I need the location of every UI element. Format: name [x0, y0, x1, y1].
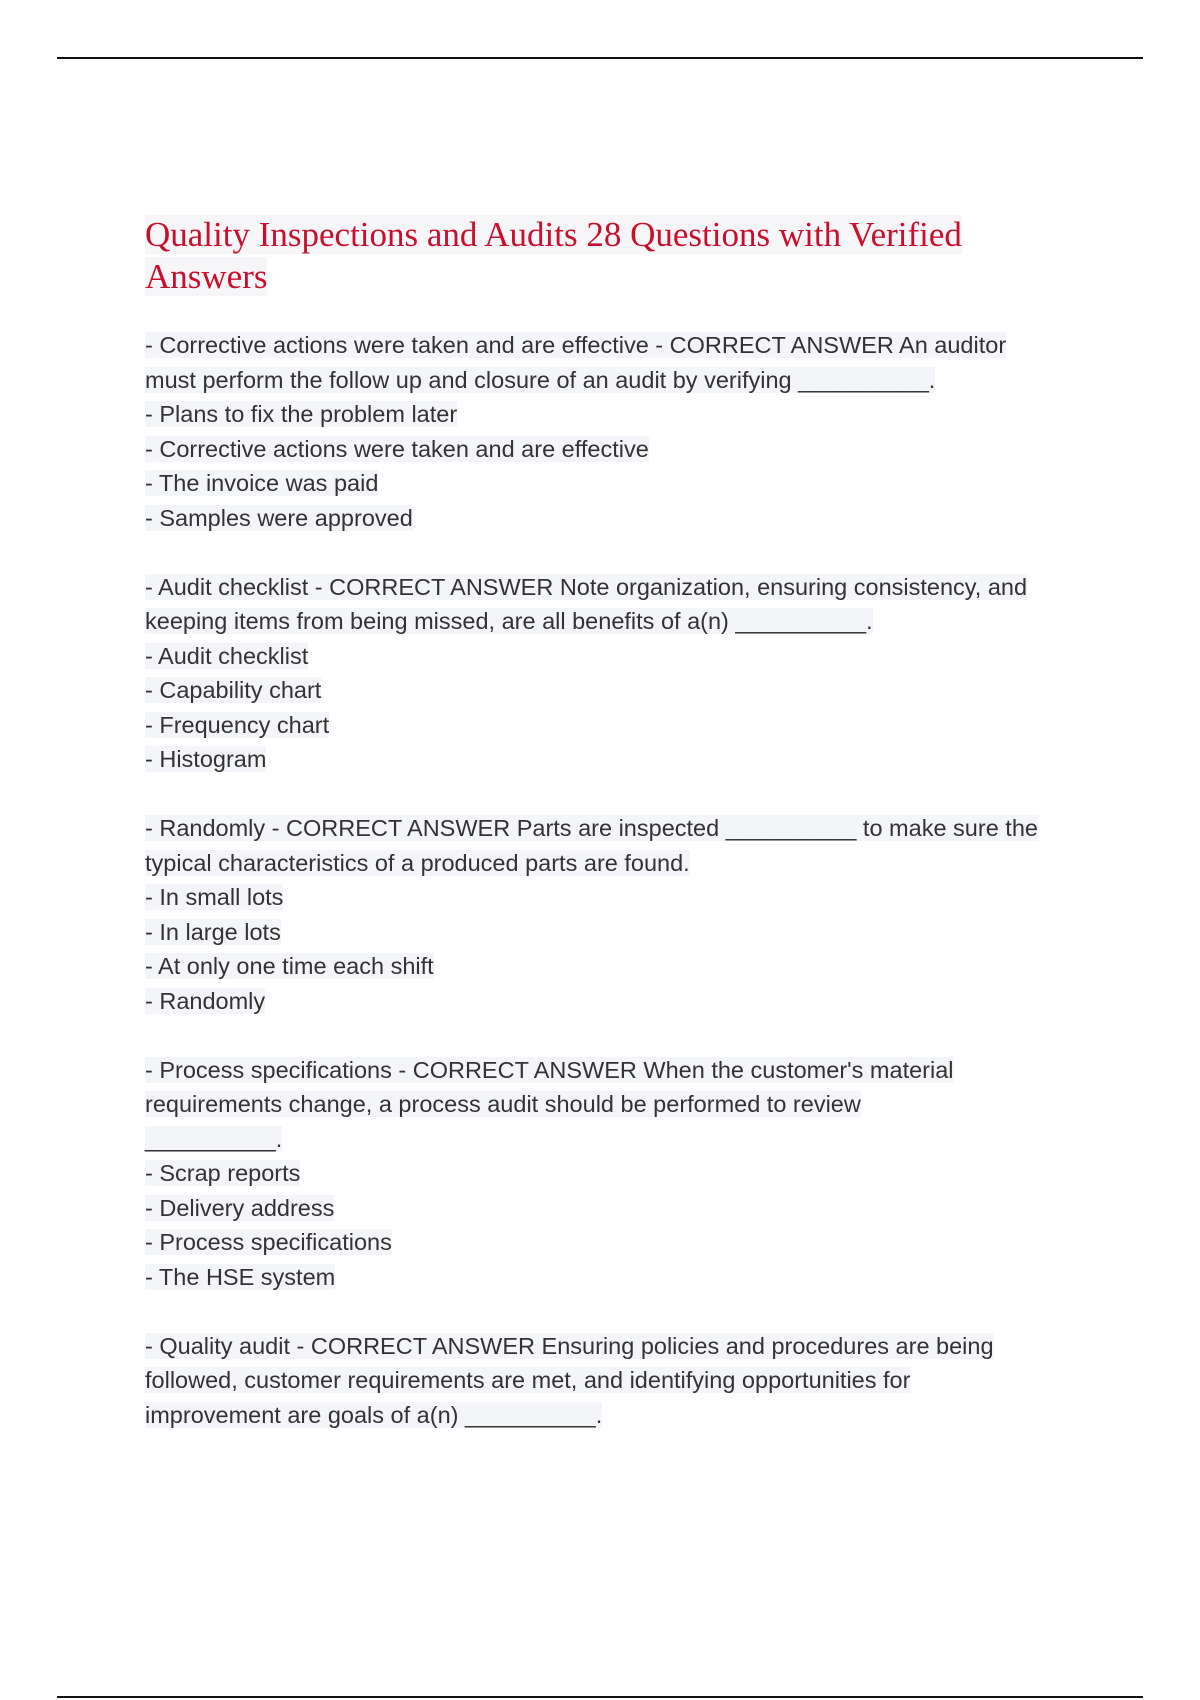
question-line-text: followed, customer requirements are met, and identifying opportunities for [145, 1367, 911, 1393]
question-line [145, 1122, 1095, 1157]
question-line-text: - Randomly - CORRECT ANSWER Parts are inspected __________ to make sure the [145, 815, 1038, 841]
answer-option [145, 915, 1095, 950]
answer-option-text: - Frequency chart [145, 711, 330, 738]
answer-option [145, 639, 1095, 674]
answer-option-text: - In small lots [145, 884, 284, 910]
answer-option-text: - At only one time each shift [145, 953, 434, 979]
question-block [145, 328, 1095, 535]
answer-option-text: - Histogram [145, 746, 267, 772]
answer-option-text: - Scrap reports [145, 1160, 301, 1186]
question-list [145, 328, 1095, 1432]
answer-option-text: - Capability chart [145, 677, 322, 703]
question-line [145, 570, 1095, 605]
answer-option-text: - Corrective actions were taken and are effective [145, 435, 649, 462]
answer-option [145, 1225, 1095, 1260]
answer-option [145, 397, 1095, 432]
question-line-text: typical characteristics of a produced parts are found. [145, 849, 690, 876]
question-line [145, 1329, 1095, 1364]
answer-option-text: - In large lots [145, 918, 281, 945]
question-line-text: - Process specifications - CORRECT ANSWER When the customer's material [145, 1056, 954, 1083]
question-block [145, 570, 1095, 777]
answer-option [145, 1260, 1095, 1295]
question-line-text: must perform the follow up and closure of an audit by verifying __________. [145, 366, 936, 393]
answer-option [145, 501, 1095, 536]
question-block [145, 1053, 1095, 1295]
answer-option-text: - Delivery address [145, 1194, 335, 1221]
question-line-text: - Audit checklist - CORRECT ANSWER Note organization, ensuring consistency, and [145, 573, 1028, 600]
document-body [145, 214, 1095, 1467]
answer-option [145, 466, 1095, 501]
question-line [145, 1398, 1095, 1433]
answer-option [145, 742, 1095, 777]
answer-option [145, 880, 1095, 915]
question-block [145, 1329, 1095, 1433]
answer-option-text: - Randomly [145, 987, 266, 1014]
document-title [145, 214, 1095, 298]
answer-option-text: - The HSE system [145, 1263, 336, 1290]
question-line [145, 1087, 1095, 1122]
question-line [145, 328, 1095, 363]
header-rule [57, 57, 1143, 59]
question-line [145, 1363, 1095, 1398]
question-line [145, 811, 1095, 846]
question-line [145, 1053, 1095, 1088]
footer-rule [57, 1696, 1143, 1698]
answer-option [145, 949, 1095, 984]
answer-option [145, 984, 1095, 1019]
answer-option [145, 1156, 1095, 1191]
question-line-text: requirements change, a process audit should be performed to review [145, 1091, 861, 1117]
answer-option-text: - Samples were approved [145, 504, 413, 531]
question-line-text: improvement are goals of a(n) __________. [145, 1401, 603, 1428]
question-line [145, 363, 1095, 398]
question-line-text: - Corrective actions were taken and are effective - CORRECT ANSWER An auditor [145, 332, 1007, 358]
question-line [145, 846, 1095, 881]
answer-option [145, 1191, 1095, 1226]
question-line-text: - Quality audit - CORRECT ANSWER Ensuring policies and procedures are being [145, 1332, 994, 1359]
answer-option-text: - The invoice was paid [145, 470, 379, 496]
answer-option-text: - Audit checklist [145, 642, 309, 669]
title-line-text: Quality Inspections and Audits 28 Questions with Verified [145, 215, 962, 254]
answer-option [145, 673, 1095, 708]
answer-option-text: - Process specifications [145, 1229, 392, 1255]
answer-option [145, 708, 1095, 743]
answer-option-text: - Plans to fix the problem later [145, 401, 458, 427]
title-line [145, 214, 1095, 256]
title-line-text: Answers [145, 257, 268, 296]
title-line [145, 256, 1095, 298]
question-line-text: __________. [145, 1125, 283, 1152]
question-block [145, 811, 1095, 1018]
question-line-text: keeping items from being missed, are all benefits of a(n) __________. [145, 608, 873, 634]
question-line [145, 604, 1095, 639]
answer-option [145, 432, 1095, 467]
